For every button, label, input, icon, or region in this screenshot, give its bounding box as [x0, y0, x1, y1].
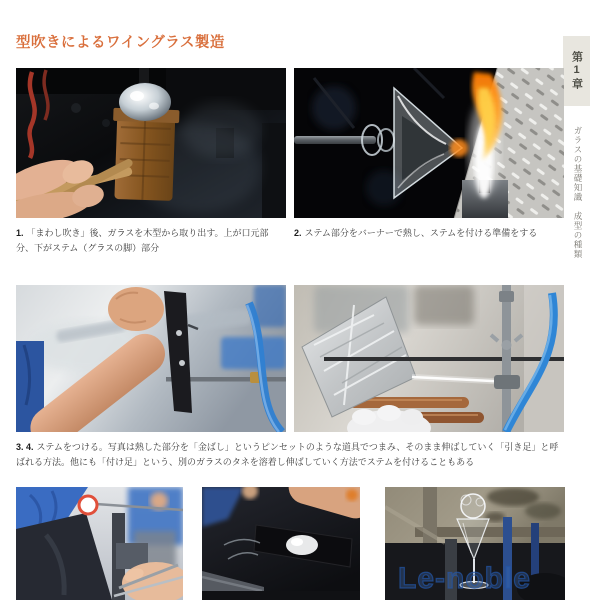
photo-step2-burner-flame — [294, 68, 564, 218]
photo-bottom-1-workshop-people — [16, 487, 183, 600]
photo-step3-tweezers-arm — [16, 285, 286, 432]
caption-step3-4-text: ステムをつける。写真は熱した部分を「金ばし」というピンセットのような道具でつまみ、そのまま伸ばしていく「引き足」と呼ばれる方法。他にも「付け足」という、別のガラスのタネを溶着し伸ばしていく方法でステムを付けることもある — [16, 442, 559, 467]
photo4-scene — [294, 285, 564, 432]
photo1-scene — [16, 68, 286, 218]
caption-step3-4 — [16, 440, 564, 470]
photo-step4-stem-pulling — [294, 285, 564, 432]
photo2-scene — [294, 68, 564, 218]
photo3-scene — [16, 285, 286, 432]
caption-step2-number: 2. — [294, 228, 302, 238]
photo7-scene — [385, 487, 565, 600]
caption-step3-4-number: 3. 4. — [16, 442, 34, 452]
caption-step1-text: 「まわし吹き」後、ガラスを木型から取り出す。上が口元部分、下がステム（グラスの脚）部分 — [16, 228, 269, 253]
page-title: 型吹きによるワイングラス製造 — [16, 35, 225, 51]
photo-bottom-2-paddle-tool — [202, 487, 360, 600]
chapter-section-label: ガラスの基礎知識 成型の種類 — [573, 126, 583, 259]
caption-step2 — [294, 226, 564, 241]
photo-bottom-3-finished-glass — [385, 487, 565, 600]
photo-step1-wooden-mold — [16, 68, 286, 218]
caption-step1-number: 1. — [16, 228, 24, 238]
photo6-scene — [202, 487, 360, 600]
shop-watermark: Le-noble — [398, 562, 531, 595]
caption-step1 — [16, 226, 286, 256]
chapter-tab: 第1章 — [563, 36, 590, 106]
photo5-scene — [16, 487, 183, 600]
caption-step2-text: ステム部分をバーナーで熱し、ステムを付ける準備をする — [304, 228, 538, 238]
